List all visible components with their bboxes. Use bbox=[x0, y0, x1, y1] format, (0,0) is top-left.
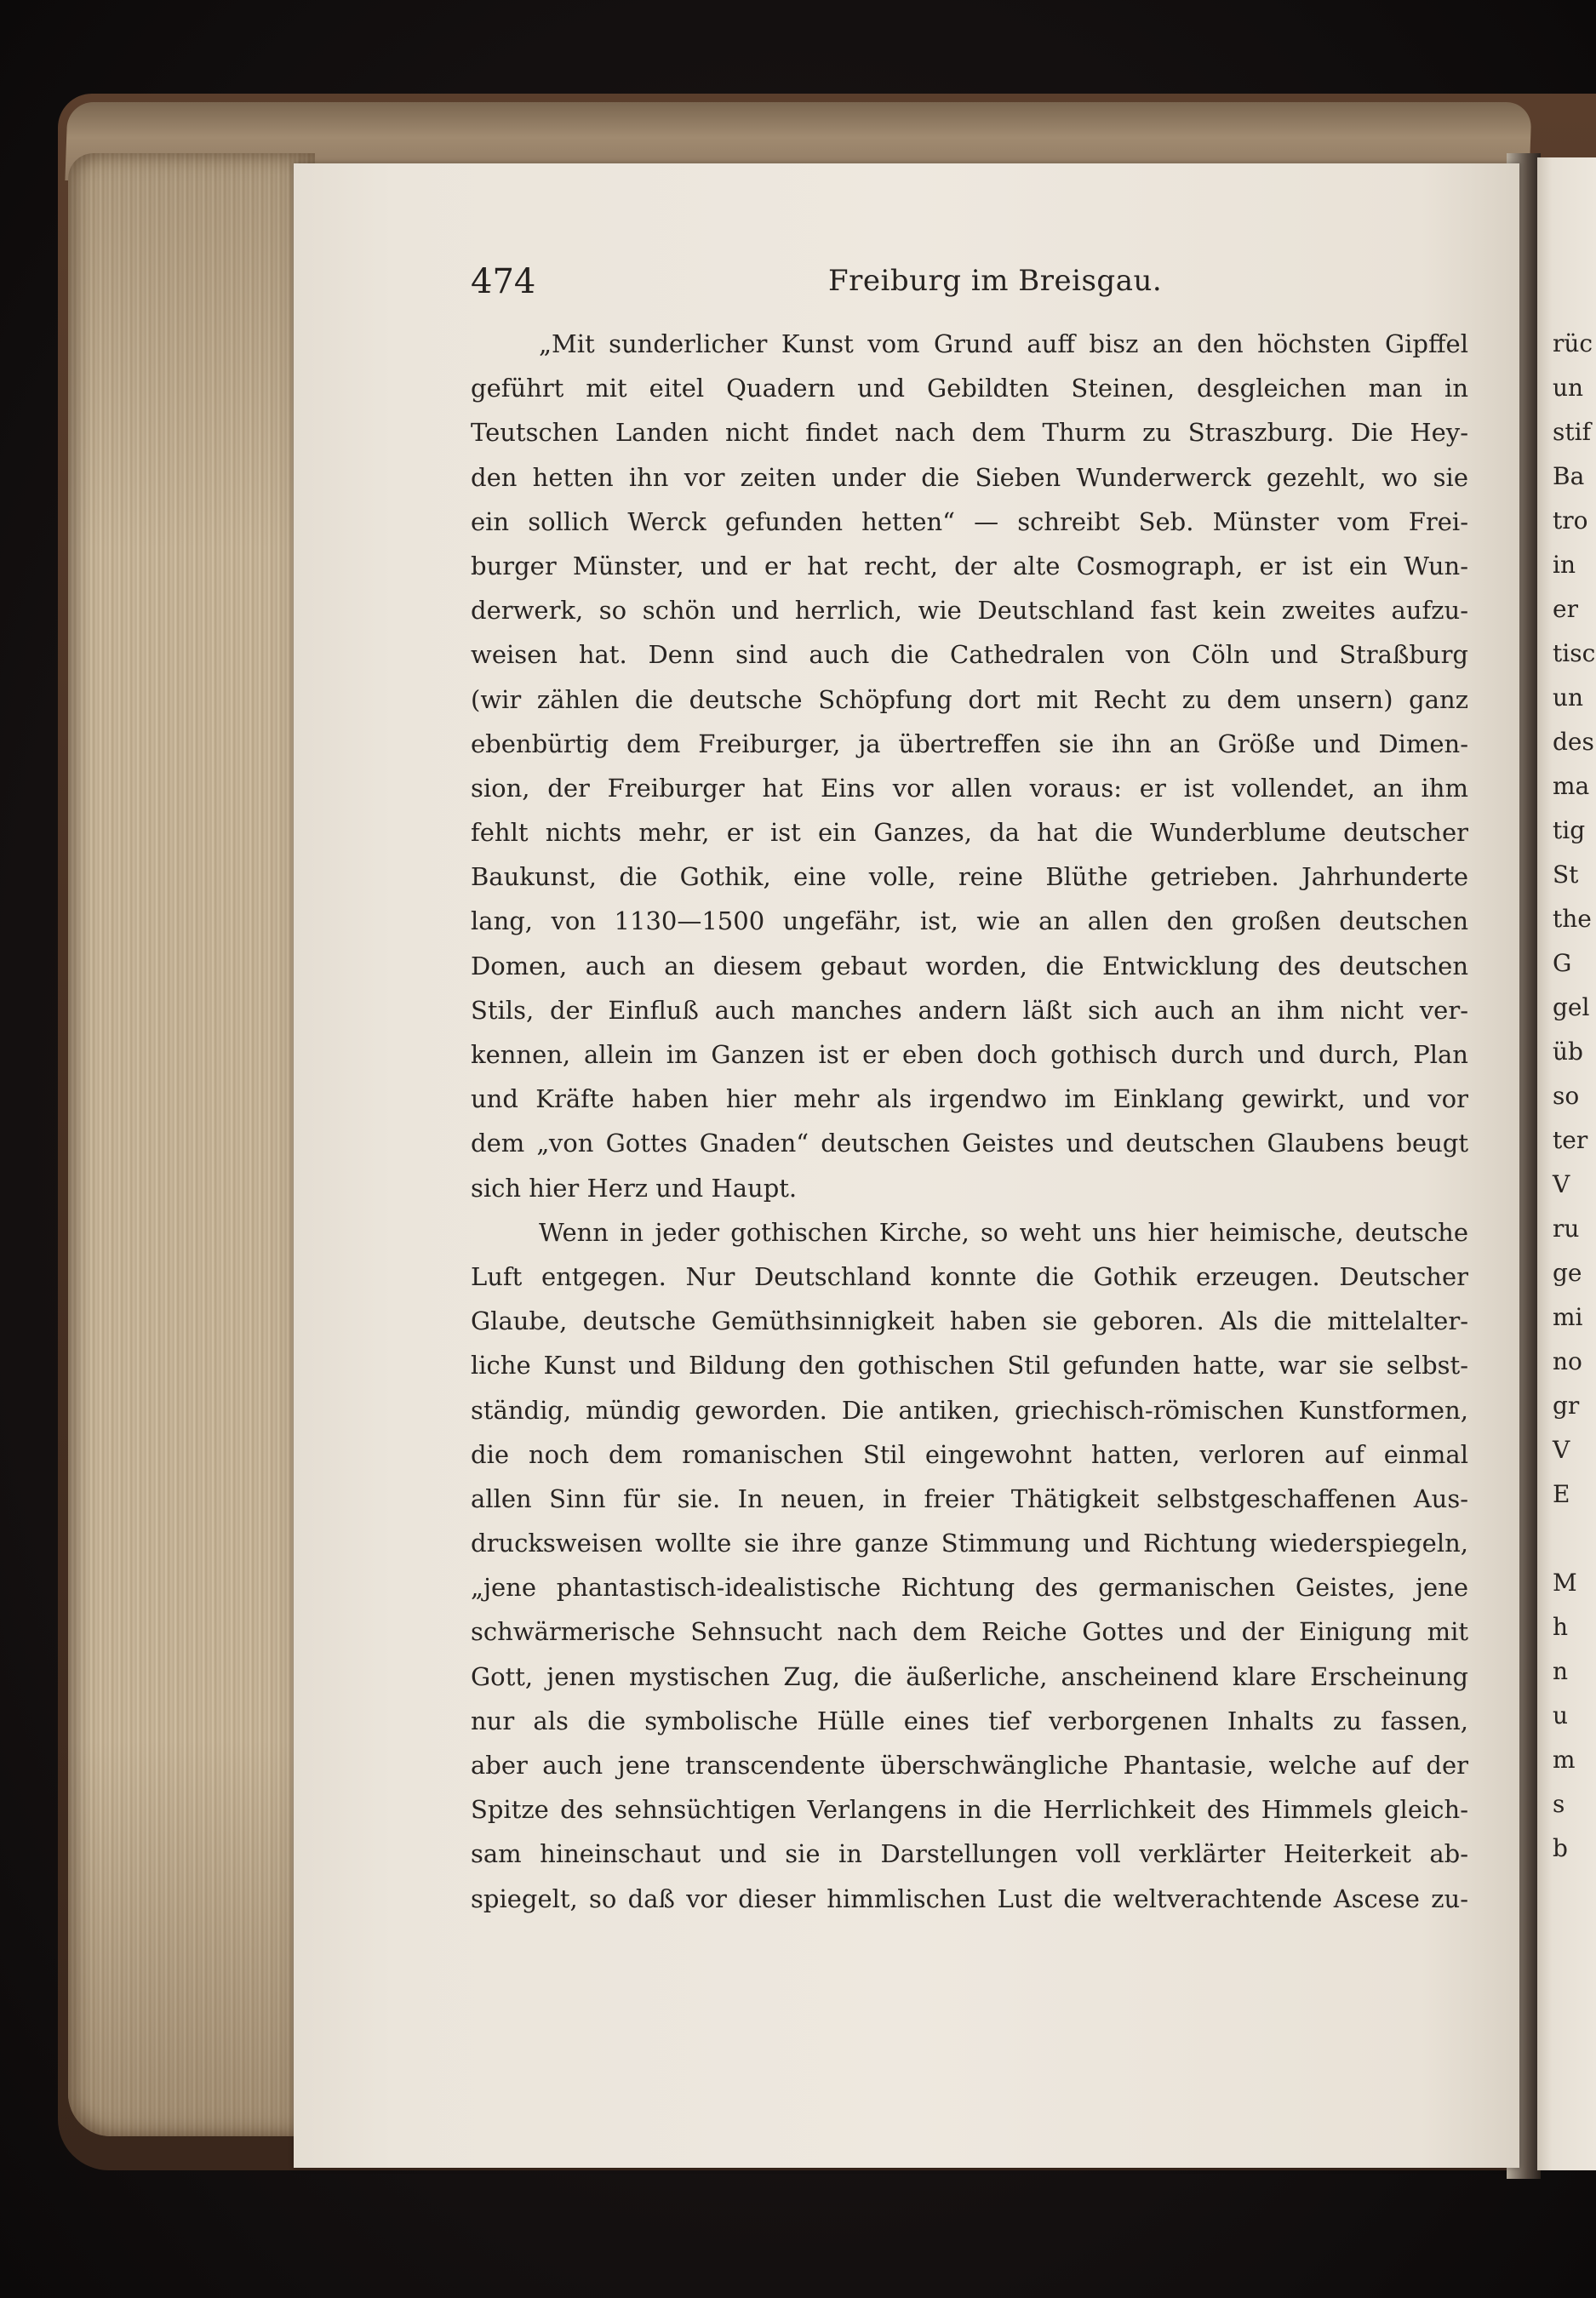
facing-page-fragment: ru bbox=[1553, 1215, 1580, 1243]
text-line: sam hineinschaut und sie in Darstellungen voll verklärter Heiterkeit ab- bbox=[471, 1839, 1468, 1869]
facing-page-fragment: un bbox=[1553, 374, 1584, 402]
text-line: ständig, mündig geworden. Die antiken, griechisch-römischen Kunstformen, bbox=[471, 1395, 1468, 1425]
body-text bbox=[471, 322, 1468, 1921]
running-title: Freiburg im Breisgau. bbox=[828, 264, 1163, 298]
text-line: drucksweisen wollte sie ihre ganze Stimmung und Richtung wiederspiegeln, bbox=[471, 1529, 1468, 1558]
facing-page-fragment: b bbox=[1553, 1834, 1568, 1862]
facing-page-fragment: s bbox=[1553, 1790, 1565, 1818]
page-header bbox=[471, 255, 1467, 306]
facing-page-fragment: V bbox=[1553, 1436, 1570, 1464]
text-line: Wenn in jeder gothischen Kirche, so weht uns hier heimische, deutsche bbox=[539, 1217, 1468, 1247]
facing-page-fragment: h bbox=[1553, 1613, 1569, 1641]
facing-page-fragment: so bbox=[1553, 1082, 1580, 1110]
facing-page-fragment: V bbox=[1553, 1170, 1570, 1198]
text-line: derwerk, so schön und herrlich, wie Deutschland fast kein zweites aufzu- bbox=[471, 596, 1468, 626]
facing-page-fragment: rüc bbox=[1553, 329, 1593, 357]
facing-page-fragment: ma bbox=[1553, 772, 1590, 800]
facing-page-fragment: in bbox=[1553, 551, 1576, 579]
text-line: und Kräfte haben hier mehr als irgendwo im Einklang gewirkt, und vor bbox=[471, 1084, 1468, 1114]
facing-page-fragment: tisc bbox=[1553, 639, 1596, 667]
text-line: Domen, auch an diesem gebaut worden, die Entwicklung des deutschen bbox=[471, 951, 1468, 980]
page-block-fore-edge bbox=[68, 153, 315, 2136]
text-line: ebenbürtig dem Freiburger, ja übertreffen sie ihn an Größe und Dimen- bbox=[471, 729, 1468, 758]
text-line: ein sollich Werck gefunden hetten“ — schreibt Seb. Münster vom Frei- bbox=[471, 506, 1468, 536]
text-line: geführt mit eitel Quadern und Gebildten Steinen, desgleichen man in bbox=[471, 374, 1468, 403]
text-line: allen Sinn für sie. In neuen, in freier Thätigkeit selbstgeschaffenen Aus- bbox=[471, 1483, 1468, 1513]
text-line: nur als die symbolische Hülle eines tief verborgenen Inhalts zu fassen, bbox=[471, 1706, 1468, 1735]
facing-page-fragment: ge bbox=[1553, 1259, 1582, 1287]
facing-page-fragment: no bbox=[1553, 1347, 1582, 1375]
facing-page-fragment: n bbox=[1553, 1657, 1569, 1685]
facing-page-fragment: G bbox=[1553, 949, 1572, 977]
text-line: liche Kunst und Bildung den gothischen Stil gefunden hatte, war sie selbst- bbox=[471, 1351, 1468, 1381]
text-line: schwärmerische Sehnsucht nach dem Reiche Gottes und der Einigung mit bbox=[471, 1617, 1468, 1647]
facing-page-fragment: er bbox=[1553, 595, 1578, 623]
facing-page-fragment: tig bbox=[1553, 816, 1586, 844]
text-line: Baukunst, die Gothik, eine volle, reine Blüthe getrieben. Jahrhunderte bbox=[471, 862, 1468, 892]
text-line: (wir zählen die deutsche Schöpfung dort mit Recht zu dem unsern) ganz bbox=[471, 684, 1468, 714]
facing-page-fragment: M bbox=[1553, 1569, 1577, 1597]
facing-page-fragment: E bbox=[1553, 1480, 1570, 1508]
facing-page-fragment: the bbox=[1553, 905, 1592, 933]
text-line: Gott, jenen mystischen Zug, die äußerliche, anscheinend klare Erscheinung bbox=[471, 1661, 1468, 1691]
facing-page-fragment: un bbox=[1553, 683, 1584, 712]
facing-page-fragment: mi bbox=[1553, 1303, 1583, 1331]
facing-page-fragment: stif bbox=[1553, 418, 1591, 446]
text-line: „jene phantastisch-idealistische Richtung des germanischen Geistes, jene bbox=[471, 1573, 1468, 1603]
facing-page-fragment: üb bbox=[1553, 1038, 1583, 1066]
paragraph bbox=[471, 1210, 1468, 1921]
facing-page-fragment: tro bbox=[1553, 506, 1588, 534]
facing-page-fragment: des bbox=[1553, 728, 1594, 756]
text-line: spiegelt, so daß vor dieser himmlischen Lust die weltverachtende Ascese zu- bbox=[471, 1884, 1468, 1913]
text-line: weisen hat. Denn sind auch die Cathedralen von Cöln und Straßburg bbox=[471, 640, 1468, 670]
facing-page-fragment: St bbox=[1553, 860, 1579, 889]
text-line: fehlt nichts mehr, er ist ein Ganzes, da hat die Wunderblume deutscher bbox=[471, 818, 1468, 848]
text-line: Teutschen Landen nicht findet nach dem Thurm zu Straszburg. Die Hey- bbox=[471, 418, 1468, 448]
text-line: lang, von 1130—1500 ungefähr, ist, wie an allen den großen deutschen bbox=[471, 906, 1468, 936]
facing-page bbox=[1537, 157, 1596, 2170]
facing-page-fragment: gr bbox=[1553, 1392, 1580, 1420]
text-line: Luft entgegen. Nur Deutschland konnte die Gothik erzeugen. Deutscher bbox=[471, 1261, 1468, 1291]
text-line: aber auch jene transcendente überschwängliche Phantasie, welche auf der bbox=[471, 1751, 1468, 1780]
text-line: die noch dem romanischen Stil eingewohnt hatten, verloren auf einmal bbox=[471, 1439, 1468, 1469]
text-line: burger Münster, und er hat recht, der alte Cosmograph, er ist ein Wun- bbox=[471, 551, 1468, 580]
text-line: den hetten ihn vor zeiten under die Sieben Wunderwerck gezehlt, wo sie bbox=[471, 462, 1468, 492]
text-line: Glaube, deutsche Gemüthsinnigkeit haben sie geboren. Als die mittelalter- bbox=[471, 1306, 1468, 1336]
facing-page-fragment: m bbox=[1553, 1746, 1576, 1774]
facing-page-fragment: u bbox=[1553, 1701, 1569, 1729]
facing-page-fragment: gel bbox=[1553, 993, 1590, 1021]
facing-page-fragment: ter bbox=[1553, 1126, 1588, 1154]
facing-page-fragment: Ba bbox=[1553, 462, 1585, 490]
text-line: „Mit sunderlicher Kunst vom Grund auff bisz an den höchsten Gipffel bbox=[539, 329, 1468, 358]
text-line: dem „von Gottes Gnaden“ deutschen Geistes und deutschen Glaubens beugt bbox=[471, 1129, 1468, 1158]
text-line: Spitze des sehnsüchtigen Verlangens in die Herrlichkeit des Himmels gleich- bbox=[471, 1795, 1468, 1825]
paragraph bbox=[471, 322, 1468, 1210]
page-number: 474 bbox=[471, 262, 536, 301]
text-line: kennen, allein im Ganzen ist er eben doch gothisch durch und durch, Plan bbox=[471, 1040, 1468, 1069]
text-line: Stils, der Einfluß auch manches andern läßt sich auch an ihm nicht ver- bbox=[471, 995, 1468, 1025]
text-line: sion, der Freiburger hat Eins vor allen voraus: er ist vollendet, an ihm bbox=[471, 773, 1468, 803]
text-line: sich hier Herz und Haupt. bbox=[471, 1173, 798, 1203]
